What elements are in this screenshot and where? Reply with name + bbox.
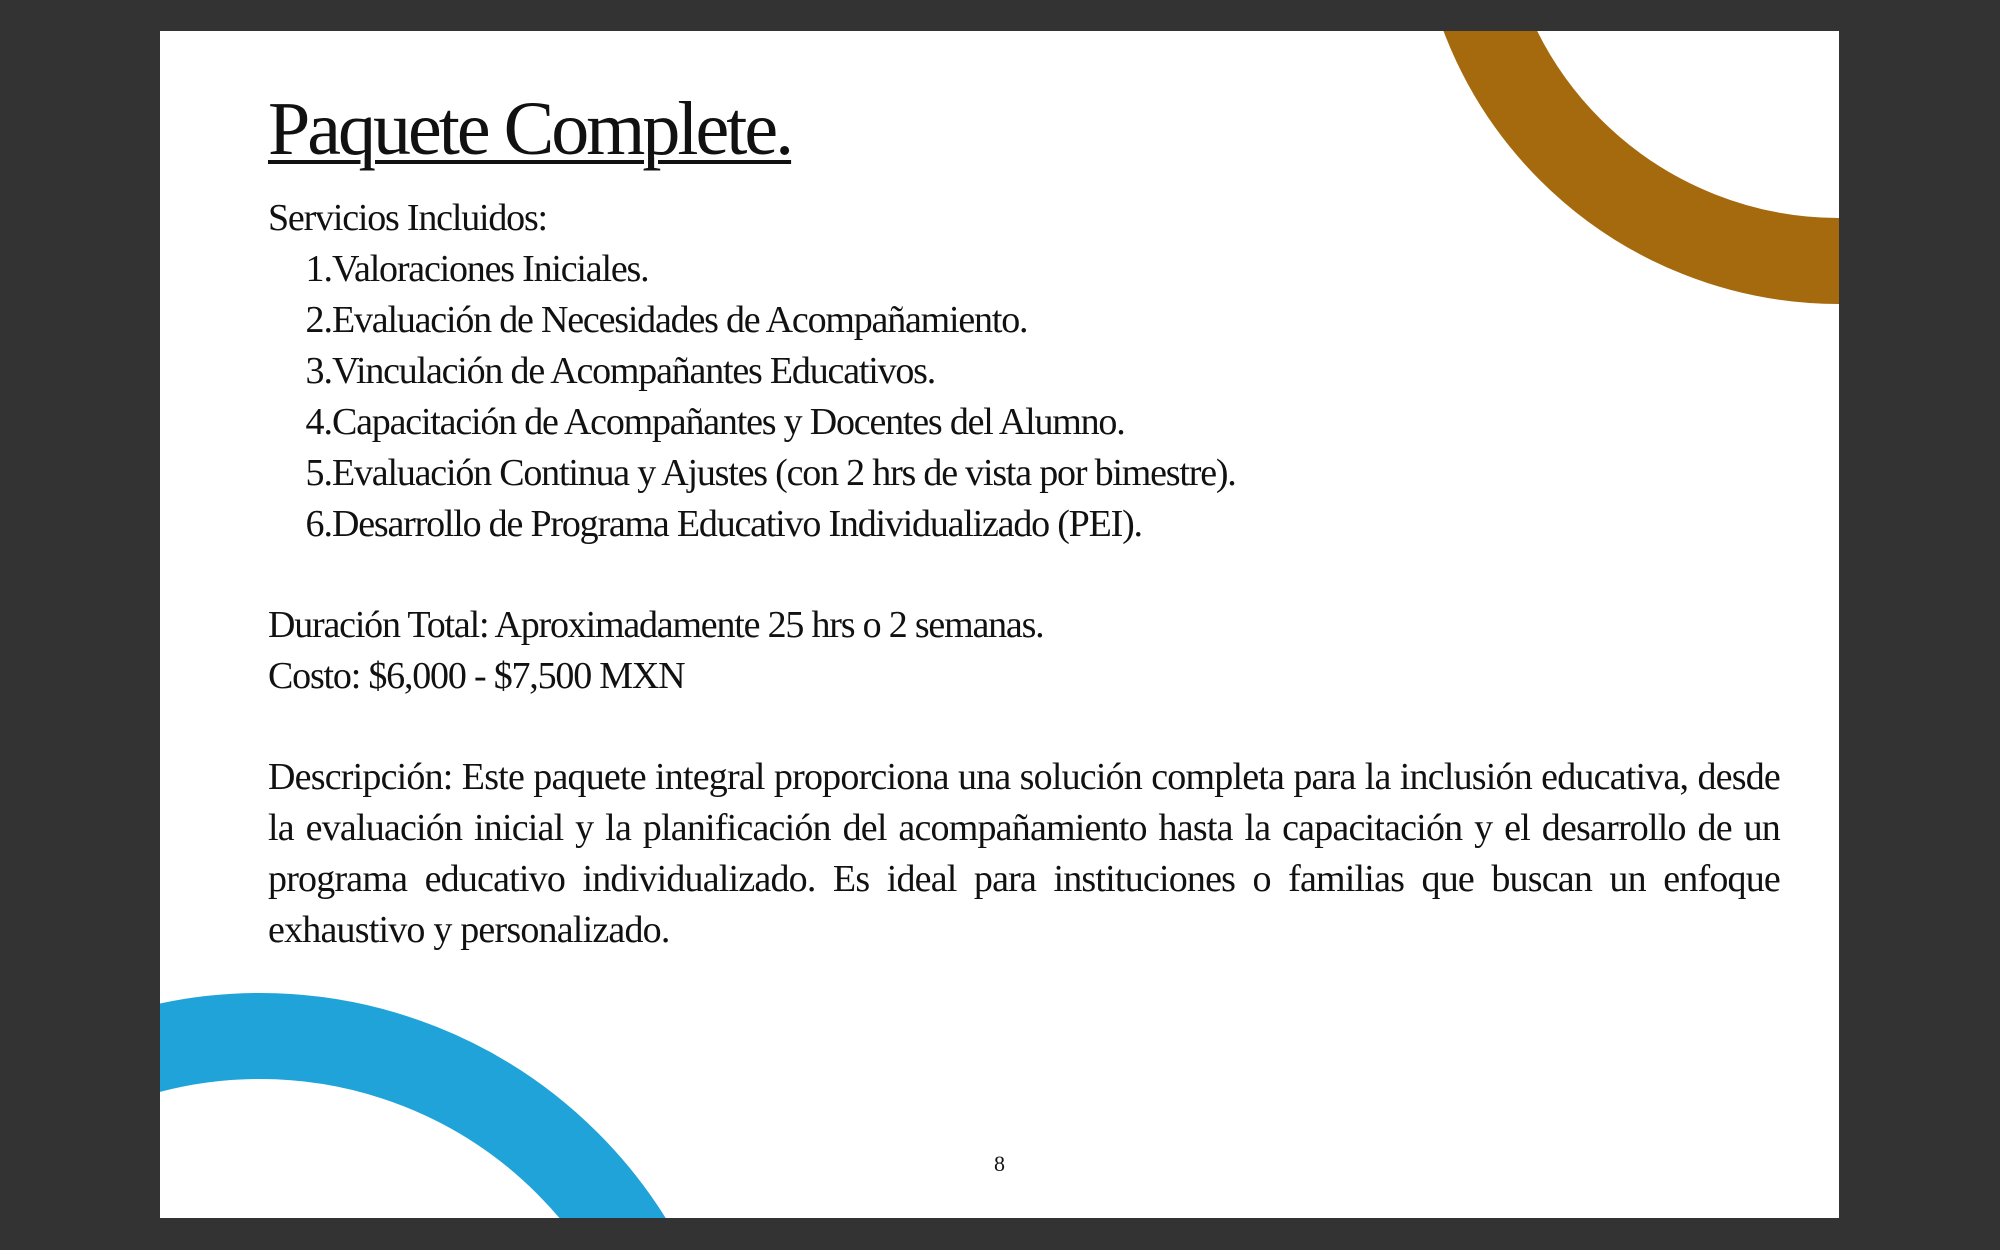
duration-text: Duración Total: Aproximadamente 25 hrs o 2 semanas. — [268, 604, 1044, 646]
list-item-number: 5. — [305, 452, 332, 494]
services-label: Servicios Incluidos: — [268, 197, 547, 239]
services-list — [268, 244, 1780, 550]
list-item-text: Desarrollo de Programa Educativo Individualizado (PEI). — [332, 503, 1142, 545]
list-item-number: 2. — [305, 299, 332, 341]
list-item — [268, 346, 1780, 397]
list-item-number: 1. — [305, 248, 332, 290]
cost-text: Costo: $6,000 - $7,500 MXN — [268, 655, 685, 697]
list-item — [268, 499, 1780, 550]
list-item — [268, 448, 1780, 499]
list-item — [268, 397, 1780, 448]
list-item-text: Capacitación de Acompañantes y Docentes del Alumno. — [332, 401, 1125, 443]
list-item-text: Evaluación de Necesidades de Acompañamiento. — [332, 299, 1028, 341]
decorative-arc-bottom-left — [160, 1036, 695, 1218]
page-title: Paquete Complete. — [268, 87, 792, 171]
list-item-text: Vinculación de Acompañantes Educativos. — [332, 350, 936, 392]
list-item-number: 3. — [305, 350, 332, 392]
list-item-text: Evaluación Continua y Ajustes (con 2 hrs de vista por bimestre). — [332, 452, 1236, 494]
list-item — [268, 244, 1780, 295]
document-page — [160, 31, 1839, 1218]
page-content — [268, 87, 1780, 956]
list-item — [268, 295, 1780, 346]
list-item-number: 4. — [305, 401, 332, 443]
spacer — [268, 550, 1780, 600]
description-paragraph: Descripción: Este paquete integral proporciona una solución completa para la inclusión educativa, desde la evaluación inicial y la planificación del acompañamiento hasta la capacitación y el desarrollo de un programa educativo individualizado. Es ideal para instituciones o familias que buscan un enfoque exhaustivo y personalizado. — [268, 756, 1780, 951]
list-item-number: 6. — [305, 503, 332, 545]
spacer — [268, 702, 1780, 752]
page-number: 8 — [994, 1151, 1005, 1176]
list-item-text: Valoraciones Iniciales. — [332, 248, 649, 290]
